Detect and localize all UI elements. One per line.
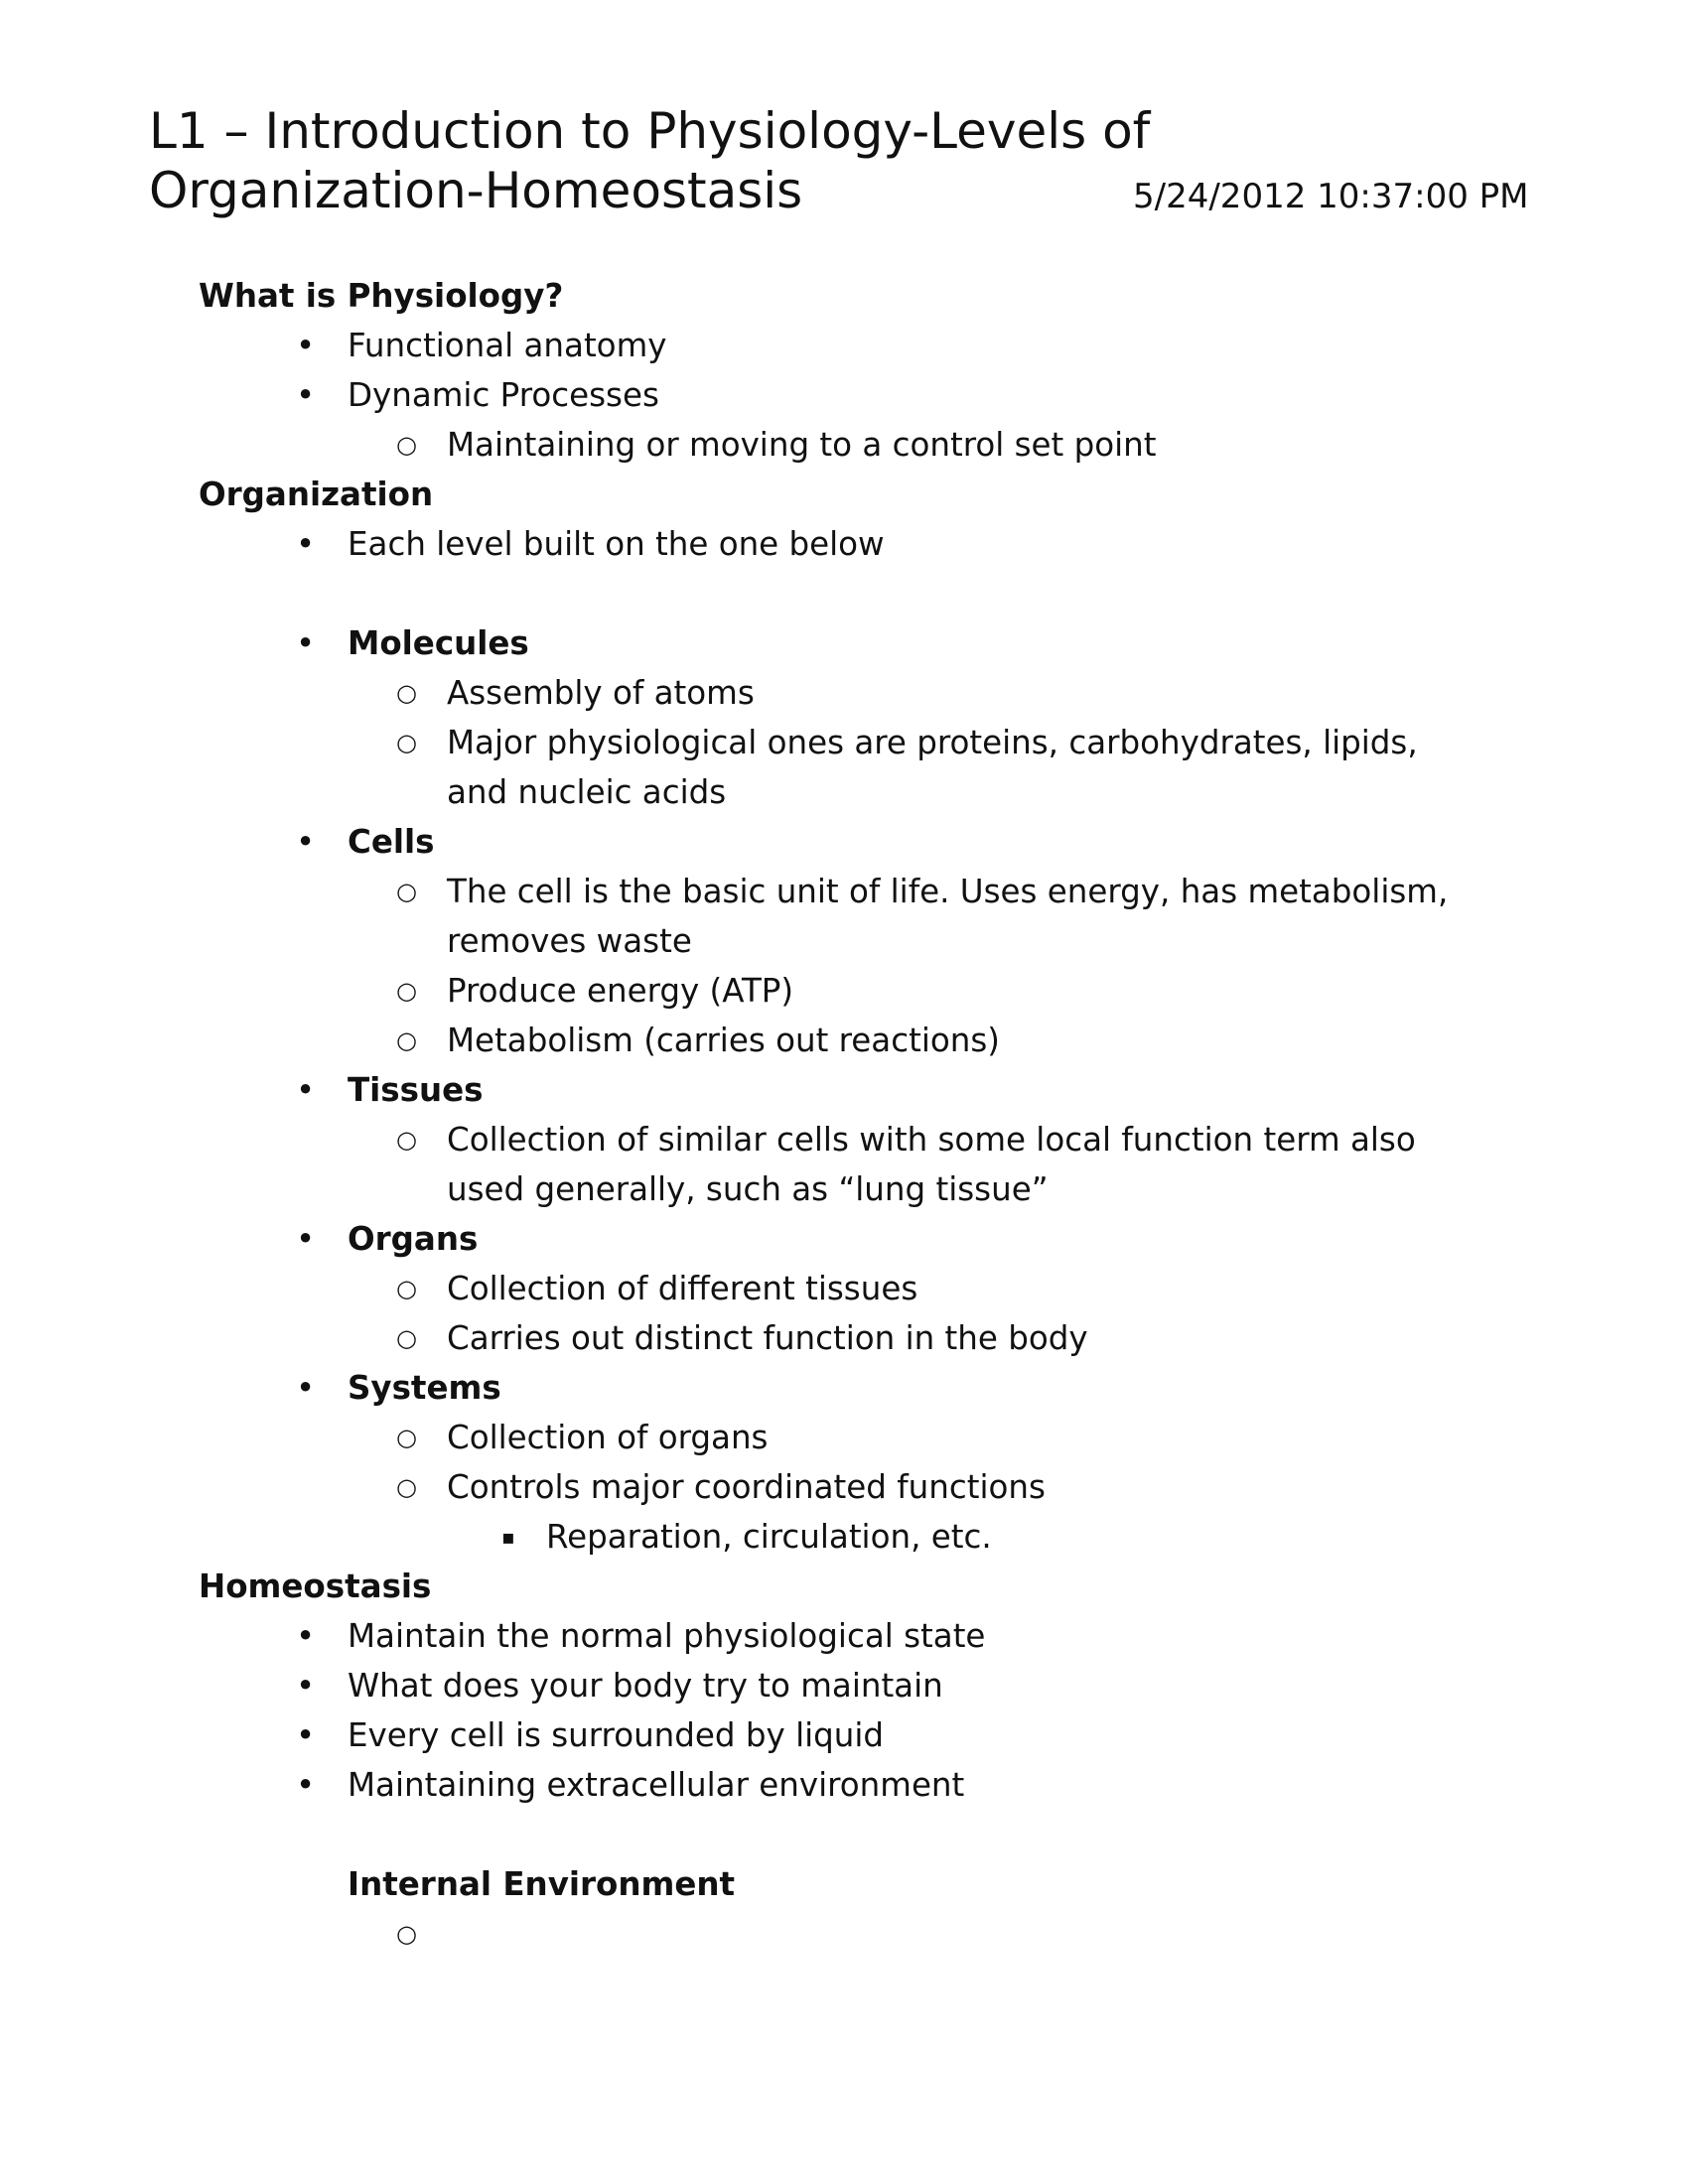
- list-item-text: Dynamic Processes: [348, 376, 659, 414]
- circle-bullet-marker: ○: [396, 1473, 417, 1501]
- level-heading-molecules: Molecules: [348, 624, 529, 662]
- bullet-marker: •: [296, 1220, 316, 1258]
- sub-list-item-text: Metabolism (carries out reactions): [447, 1022, 1000, 1059]
- bullet-marker: •: [296, 1617, 316, 1655]
- bullet-marker: •: [296, 525, 316, 563]
- list-item: [0, 1065, 1688, 1115]
- sub-list-item-text: and nucleic acids: [447, 773, 727, 811]
- list-item-text: Every cell is surrounded by liquid: [348, 1716, 885, 1754]
- list-item: [0, 817, 1688, 867]
- sub-list-item: [0, 966, 1688, 1016]
- sub-list-item: [0, 718, 1688, 767]
- list-item: [0, 321, 1688, 370]
- sub-list-item: [0, 668, 1688, 718]
- sub-list-item: [0, 1115, 1688, 1164]
- sub-list-item-text: removes waste: [447, 922, 692, 960]
- sub-list-item: [0, 1462, 1688, 1512]
- circle-bullet-marker: ○: [396, 1126, 417, 1154]
- sub-list-item-text: Carries out distinct function in the body: [447, 1319, 1088, 1357]
- bullet-marker: •: [296, 1667, 316, 1705]
- sub-list-item-text: used generally, such as “lung tissue”: [447, 1170, 1049, 1208]
- blank-line: [0, 569, 1688, 618]
- sub-list-item-text: Major physiological ones are proteins, carbohydrates, lipids,: [447, 724, 1418, 761]
- sub-list-item: [0, 1413, 1688, 1462]
- sub-list-item-continuation: [0, 1164, 1688, 1214]
- list-item-text: Maintain the normal physiological state: [348, 1617, 986, 1655]
- subheading-text: Internal Environment: [348, 1865, 736, 1903]
- circle-bullet-marker: ○: [396, 977, 417, 1005]
- bullet-marker: •: [296, 1369, 316, 1407]
- title-line-2: Organization-Homeostasis: [149, 162, 803, 219]
- document-body: [0, 271, 1688, 1959]
- page-title: [149, 101, 1150, 220]
- list-item: [0, 519, 1688, 569]
- blank-line: [0, 1810, 1688, 1859]
- sub-sub-list-item-text: Reparation, circulation, etc.: [546, 1518, 992, 1556]
- sub-list-item-text: Collection of similar cells with some local function term also: [447, 1121, 1416, 1159]
- sub-list-item-text: Controls major coordinated functions: [447, 1468, 1046, 1506]
- subheading-internal-environment: [0, 1859, 1688, 1909]
- list-item: [0, 1710, 1688, 1760]
- list-item: [0, 1363, 1688, 1413]
- circle-bullet-marker: ○: [396, 729, 417, 756]
- sub-list-item-text: Produce energy (ATP): [447, 972, 794, 1010]
- level-heading-cells: Cells: [348, 823, 435, 861]
- bullet-marker: •: [296, 1716, 316, 1754]
- level-heading-tissues: Tissues: [348, 1071, 484, 1109]
- sub-list-item-continuation: [0, 916, 1688, 966]
- level-heading-organs: Organs: [348, 1220, 479, 1258]
- sub-list-item-text: Maintaining or moving to a control set point: [447, 426, 1157, 464]
- sub-list-item-text: Collection of organs: [447, 1419, 769, 1456]
- list-item: [0, 1611, 1688, 1661]
- list-item: [0, 1214, 1688, 1264]
- section-heading-homeostasis: Homeostasis: [199, 1568, 432, 1605]
- sub-list-item: [0, 1313, 1688, 1363]
- section-heading-organization: Organization: [199, 476, 434, 513]
- sub-sub-list-item: [0, 1512, 1688, 1562]
- sub-list-item-text: Assembly of atoms: [447, 674, 755, 712]
- square-bullet-marker: ▪: [501, 1525, 515, 1549]
- bullet-marker: •: [296, 376, 316, 414]
- level-heading-systems: Systems: [348, 1369, 501, 1407]
- sub-list-item-text: Collection of different tissues: [447, 1270, 918, 1307]
- sub-list-item-continuation: [0, 767, 1688, 817]
- circle-bullet-marker: ○: [396, 1026, 417, 1054]
- circle-bullet-marker: ○: [396, 1324, 417, 1352]
- list-item-text: Each level built on the one below: [348, 525, 885, 563]
- list-item: [0, 1661, 1688, 1710]
- bullet-marker: •: [296, 1071, 316, 1109]
- sub-list-item: [0, 420, 1688, 470]
- list-item: [0, 618, 1688, 668]
- section-heading-what-is-physiology: What is Physiology?: [199, 277, 564, 315]
- circle-bullet-marker: ○: [396, 878, 417, 905]
- list-item: [0, 370, 1688, 420]
- circle-bullet-marker: ○: [396, 679, 417, 707]
- list-item-text: What does your body try to maintain: [348, 1667, 943, 1705]
- empty-sub-list-item: [0, 1909, 1688, 1959]
- circle-bullet-marker: ○: [396, 1424, 417, 1451]
- sub-list-item: [0, 867, 1688, 916]
- circle-bullet-marker: ○: [396, 1275, 417, 1302]
- circle-bullet-marker: ○: [396, 431, 417, 459]
- bullet-marker: •: [296, 624, 316, 662]
- timestamp: 5/24/2012 10:37:00 PM: [1133, 177, 1529, 216]
- list-item-text: Functional anatomy: [348, 327, 667, 364]
- sub-list-item-text: The cell is the basic unit of life. Uses energy, has metabolism,: [447, 873, 1449, 910]
- list-item: [0, 1760, 1688, 1810]
- sub-list-item: [0, 1264, 1688, 1313]
- sub-list-item: [0, 1016, 1688, 1065]
- list-item-text: Maintaining extracellular environment: [348, 1766, 965, 1804]
- bullet-marker: •: [296, 327, 316, 364]
- bullet-marker: •: [296, 1766, 316, 1804]
- bullet-marker: •: [296, 823, 316, 861]
- title-line-1: L1 – Introduction to Physiology-Levels of: [149, 102, 1151, 160]
- circle-bullet-marker: ○: [396, 1920, 417, 1948]
